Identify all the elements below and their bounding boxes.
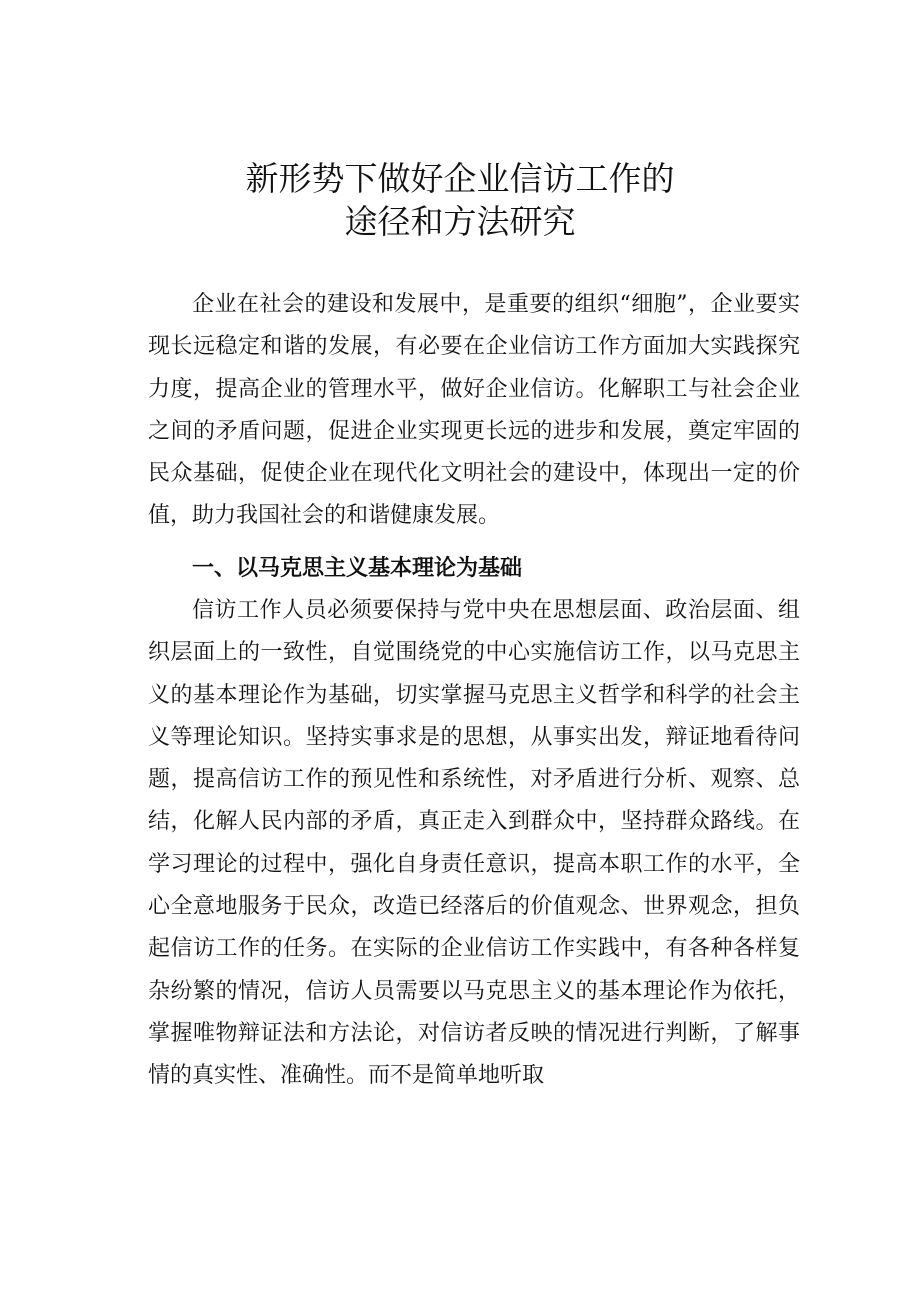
section-1-heading: 一、以马克思主义基本理论为基础 <box>192 556 523 581</box>
intro-paragraph: 企业在社会的建设和发展中，是重要的组织“细胞”，企业要实现长远稳定和谐的发展，有必要在企业信访工作方面加大实践探究力度，提高企业的管理水平，做好企业信访。化解职工与社会企业之间的矛盾问题，促进企业实现更长远的进步和发展，奠定牢固的民众基础，促使企业在现代化文明社会的建设中，体现出一定的价值，助力我国社会的和谐健康发展。 <box>148 292 800 529</box>
document-title-line-1: 新形势下做好企业信访工作的 <box>245 159 675 198</box>
section-1-paragraph: 信访工作人员必须要保持与党中央在思想层面、政治层面、组织层面上的一致性，自觉围绕党的中心实施信访工作，以马克思主义的基本理论作为基础，切实掌握马克思主义哲学和科学的社会主义等理论知识。坚持实事求是的思想，从事实出发，辩证地看待问题，提高信访工作的预见性和系统性，对矛盾进行分析、观察、总结，化解人民内部的矛盾，真正走入到群众中，坚持群众路线。在学习理论的过程中，强化自身责任意识，提高本职工作的水平，全心全意地服务于民众，改造已经落后的价值观念、世界观念，担负起信访工作的任务。在实际的企业信访工作实践中，有各种各样复杂纷繁的情况，信访人员需要以马克思主义的基本理论作为依托，掌握唯物辩证法和方法论，对信访者反映的情况进行判断，了解事情的真实性、准确性。而不是简单地听取 <box>148 598 800 1089</box>
document-title-line-2: 途径和方法研究 <box>344 202 576 241</box>
